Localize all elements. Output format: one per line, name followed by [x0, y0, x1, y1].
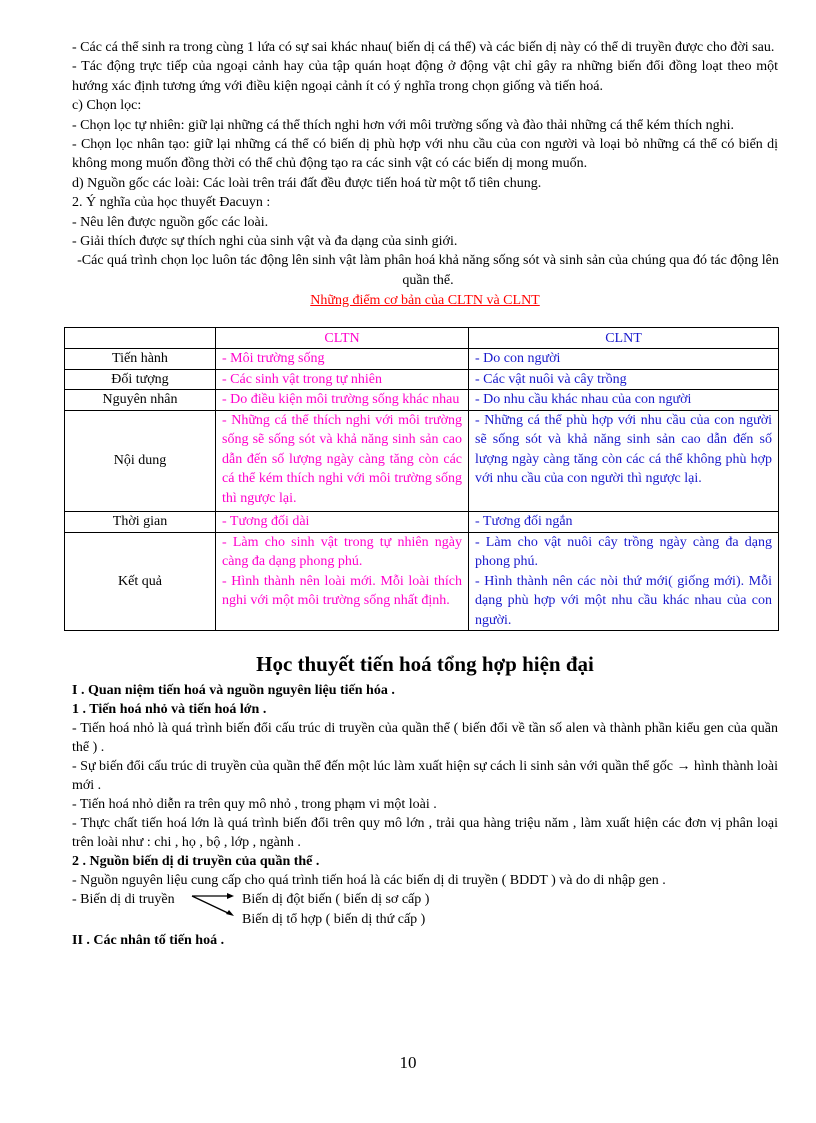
heading-1: I . Quan niệm tiến hoá và nguồn nguyên liệu tiến hóa .	[72, 683, 395, 699]
row-label: Kết quả	[65, 532, 216, 631]
comparison-table	[64, 327, 779, 631]
heading-1-2: 2 . Nguồn biến dị di truyền của quần thể .	[72, 854, 320, 870]
paragraph: - Giải thích được sự thích nghi của sinh vật và đa dạng của sinh giới.	[72, 234, 458, 250]
row-label: Tiến hành	[65, 349, 216, 370]
table-row	[65, 532, 779, 631]
table-caption: Những điểm cơ bản của CLTN và CLNT	[310, 293, 540, 309]
clnt-cell	[469, 532, 779, 631]
cltn-cell: - Các sinh vật trong tự nhiên	[216, 369, 469, 390]
paragraph: - Nguồn nguyên liệu cung cấp cho quá trình tiến hoá là các biến dị di truyền ( BDDT ) và do di nhập gen .	[72, 873, 666, 889]
table-header-cltn: CLTN	[216, 328, 469, 349]
row-label: Nội dung	[65, 410, 216, 512]
paragraph: - Tác động trực tiếp của ngoại cảnh hay của tập quán hoạt động ở động vật chỉ gây ra những biến đổi đồng loạt theo một hướng xác định tương ứng với điều kiện ngoại cảnh ít có ý nghĩa trong chọn giống và tiến hoá.	[72, 59, 778, 94]
heading-2: II . Các nhân tố tiến hoá .	[72, 933, 225, 949]
cltn-cell: - Môi trường sống	[216, 349, 469, 370]
clnt-cell: - Do con người	[469, 349, 779, 370]
variant-diagram	[72, 890, 778, 930]
variant-b: Biến dị tổ hợp ( biến dị thứ cấp )	[242, 912, 426, 928]
branch-arrow-icon	[190, 892, 244, 922]
paragraph: c) Chọn lọc:	[72, 98, 142, 114]
paragraph: - Tiến hoá nhỏ là quá trình biến đổi cấu trúc di truyền của quần thể ( biến đổi về tần số alen và thành phần kiểu gen của quần thể ) .	[72, 721, 778, 756]
paragraph: - Nêu lên được nguồn gốc các loài.	[72, 214, 269, 230]
paragraph: - Thực chất tiến hoá lớn là quá trình biến đổi trên quy mô lớn , trải qua hàng triệu năm , làm xuất hiện các đơn vị phân loại trên loài như : chi , họ , bộ , lớp , ngành .	[72, 816, 778, 851]
paragraph: - Chọn lọc nhân tạo: giữ lại những cá thể có biến dị phù hợp với nhu cầu của con người và loại bỏ những cá thể có biến dị không mong muốn đồng thời có thể chủ động tạo ra các sinh vật có các biến dị mong muốn.	[72, 137, 778, 172]
clnt-cell: - Do nhu cầu khác nhau của con người	[469, 390, 779, 411]
document-page	[72, 38, 778, 950]
paragraph: - Sự biến đổi cấu trúc di truyền của quần thể đến một lúc làm xuất hiện sự cách li sinh sản với quần thể gốc → hình thành loài mới .	[72, 759, 778, 794]
row-label: Đối tượng	[65, 369, 216, 390]
cltn-cell: - Do điều kiện môi trường sống khác nhau	[216, 390, 469, 411]
table-row	[65, 390, 779, 411]
table-header-row	[65, 328, 779, 349]
row-label: Nguyên nhân	[65, 390, 216, 411]
table-row	[65, 410, 779, 512]
paragraph: d) Nguồn gốc các loài: Các loài trên trái đất đều được tiến hoá từ một tổ tiên chung.	[72, 175, 542, 191]
clnt-result-1: - Làm cho vật nuôi cây trồng ngày càng đa dạng phong phú.	[475, 534, 772, 570]
centered-paragraph: -Các quá trình chọn lọc luôn tác động lên sinh vật làm phân hoá khả năng sống sót và sinh sản của chúng qua đó tác động lên quần thể.	[77, 253, 779, 288]
paragraph: - Tiến hoá nhỏ diễn ra trên quy mô nhỏ , trong phạm vi một loài .	[72, 797, 437, 813]
row-label: Thời gian	[65, 512, 216, 533]
variant-a: Biến dị đột biến ( biến dị sơ cấp )	[242, 892, 430, 908]
section-title: Học thuyết tiến hoá tổng hợp hiện đại	[256, 652, 594, 677]
cltn-cell: - Những cá thể thích nghi với môi trường sống sẽ sống sót và khả năng sinh sản cao dẫn đến số lượng ngày càng tăng còn các cá thể kém thích nghi với môi trường sống thì ngược lại.	[216, 410, 469, 512]
table-row	[65, 369, 779, 390]
cltn-result-2: - Hình thành nên loài mới. Mỗi loài thích nghi với một môi trường sống nhất định.	[222, 573, 462, 609]
cltn-cell	[216, 532, 469, 631]
page-number: 10	[399, 1053, 417, 1072]
clnt-cell: - Tương đối ngắn	[469, 512, 779, 533]
paragraph: 2. Ý nghĩa của học thuyết Đacuyn :	[72, 195, 271, 211]
table-header-clnt: CLNT	[469, 328, 779, 349]
cltn-result-1: - Làm cho sinh vật trong tự nhiên ngày càng đa dạng phong phú.	[222, 534, 462, 570]
cltn-cell: - Tương đối dài	[216, 512, 469, 533]
paragraph: - Chọn lọc tự nhiên: giữ lại những cá thể thích nghi hơn với môi trường sống và đào thải những cá thể kém thích nghi.	[72, 117, 735, 133]
table-header-empty	[65, 328, 216, 349]
clnt-result-2: - Hình thành nên các nòi thứ mới( giống mới). Mỗi dạng phù hợp với một nhu cầu khác nhau của con người.	[475, 573, 772, 628]
paragraph: - Các cá thể sinh ra trong cùng 1 lứa có sự sai khác nhau( biến dị cá thể) và các biến dị này có thể di truyền được cho đời sau.	[72, 40, 775, 55]
heading-1-1: 1 . Tiến hoá nhỏ và tiến hoá lớn .	[72, 702, 267, 718]
clnt-cell: - Các vật nuôi và cây trồng	[469, 369, 779, 390]
variant-label: - Biến dị di truyền	[72, 892, 175, 908]
table-row	[65, 349, 779, 370]
clnt-cell: - Những cá thể phù hợp với nhu cầu của con người sẽ sống sót và khả năng sinh sản cao dẫn đến số lượng ngày càng tăng còn các cá thể không phù hợp với nhu cầu của con người thì ngược lại.	[469, 410, 779, 512]
table-row	[65, 512, 779, 533]
